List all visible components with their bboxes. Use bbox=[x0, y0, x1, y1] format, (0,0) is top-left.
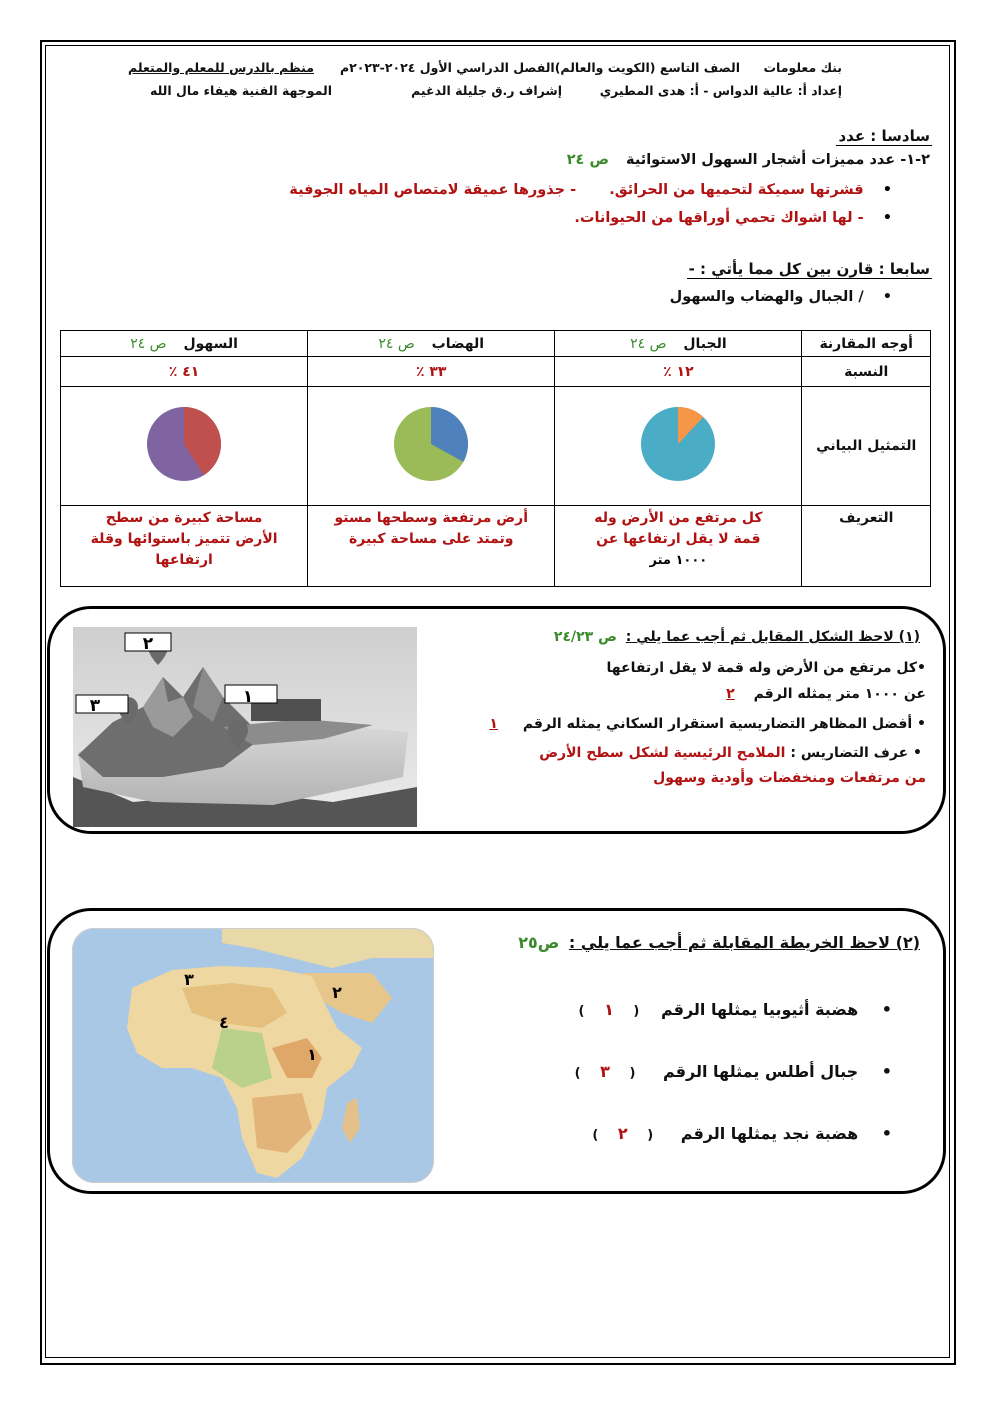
section6-title: سادسا : عدد bbox=[838, 127, 930, 145]
pie-cell-plateaus bbox=[308, 387, 555, 506]
header-left-title: منظم بالدرس للمعلم والمتعلم bbox=[128, 60, 314, 75]
panel1-q2-answer: ١ bbox=[489, 716, 498, 732]
panel1-title: (١) لاحظ الشكل المقابل ثم أجب عما يلي : ص ٢٤/٢٣ bbox=[553, 629, 920, 645]
map-label-3: ٣ bbox=[184, 970, 194, 989]
panel1-q1-answer: ٢ bbox=[726, 686, 735, 702]
ratio-mountains: ١٢ ٪ bbox=[555, 357, 802, 387]
row-label-ratio: النسبة bbox=[802, 357, 931, 387]
pie-chart-plains bbox=[144, 404, 224, 484]
section7-subtitle-row: • / الجبال والهضاب والسهول bbox=[669, 289, 892, 305]
section7-title: سابعا : قارن بين كل مما يأتي : - bbox=[688, 260, 930, 278]
row-label-definition: التعريف bbox=[802, 506, 931, 587]
pie-chart-plateaus bbox=[391, 404, 471, 484]
col-header-plains: السهول ص ٢٤ bbox=[61, 331, 308, 357]
image-label-1: ١ bbox=[242, 687, 254, 707]
section6-page-ref: ص ٢٤ bbox=[566, 152, 609, 168]
definition-plains: مساحة كبيرة من سطح الأرض تتميز باستوائها وقلة ارتفاعها bbox=[61, 506, 308, 587]
header-supervisor-art: الموجهة الفنية هيفاء مال الله bbox=[150, 83, 332, 98]
panel1-q1: •كل مرتفع من الأرض وله قمة لا يقل ارتفاعها bbox=[606, 660, 926, 676]
section6-answer-row2: • - لها اشواك تحمي أوراقها من الحيوانات. bbox=[574, 210, 892, 226]
section6-question-text: ٢-١- عدد مميزات أشجار السهول الاستوائية bbox=[626, 152, 930, 168]
section6-question bbox=[567, 152, 930, 168]
section6-answer-row1: • قشرتها سميكة لتحميها من الحرائق. - جذورها عميقة لامتصاص المياه الجوفية bbox=[289, 182, 892, 198]
pie-cell-mountains bbox=[555, 387, 802, 506]
panel1-q2: • أفضل المظاهر التضاريسية استقرار السكاني يمثله الرقم ١ bbox=[483, 716, 926, 732]
header-supervisor: إشراف ر.ق جليلة الدغيم bbox=[411, 83, 562, 98]
panel2-item-3-answer: ٢ bbox=[617, 1124, 628, 1143]
panel1-q3-answer: الملامح الرئيسية لشكل سطح الأرض bbox=[539, 745, 786, 761]
panel2-title: (٢) لاحظ الخريطة المقابلة ثم أجب عما يلي : ص٢٥ bbox=[518, 933, 920, 952]
section6-answer-3: - لها اشواك تحمي أوراقها من الحيوانات. bbox=[574, 210, 864, 226]
panel2-item-1-answer: ١ bbox=[604, 1000, 614, 1019]
header-prepared-by: إعداد أ: عالية الدواس - أ: هدى المطيري bbox=[599, 83, 842, 98]
image-label-3: ٣ bbox=[89, 696, 101, 716]
header-center-title: الصف التاسع (الكويت والعالم)الفصل الدراسي الأول ٢٠٢٤-٢٠٢٣م bbox=[339, 60, 740, 75]
section6-answer-2: - جذورها عميقة لامتصاص المياه الجوفية bbox=[289, 182, 577, 198]
landscape-image bbox=[73, 627, 417, 827]
panel1-q1-cont: عن ١٠٠٠ متر يمثله الرقم ٢ bbox=[720, 686, 926, 702]
definition-plateaus: أرض مرتفعة وسطحها مستو وتمتد على مساحة كبيرة bbox=[308, 506, 555, 587]
panel2-item-2: • جبال أطلس يمثلها الرقم ( ٣ ) bbox=[574, 1062, 892, 1081]
row-label-aspects: أوجه المقارنة bbox=[802, 331, 931, 357]
africa-map bbox=[72, 928, 434, 1183]
pie-chart-mountains bbox=[638, 404, 718, 484]
panel2-item-1: • هضبة أثيوبيا يمثلها الرقم ( ١ ) bbox=[578, 1000, 892, 1019]
definition-mountains: كل مرتفع من الأرض وله قمة لا يقل ارتفاعها عن ١٠٠٠ متر bbox=[555, 506, 802, 587]
map-label-2: ٢ bbox=[332, 983, 342, 1002]
ratio-plateaus: ٣٣ ٪ bbox=[308, 357, 555, 387]
comparison-table bbox=[60, 330, 931, 587]
image-label-2: ٢ bbox=[142, 634, 154, 654]
ratio-plains: ٤١ ٪ bbox=[61, 357, 308, 387]
section7-subtitle: / الجبال والهضاب والسهول bbox=[669, 289, 864, 305]
map-label-1: ١ bbox=[307, 1045, 317, 1064]
panel1-page-ref: ص ٢٤/٢٣ bbox=[553, 629, 617, 645]
panel2-item-3: • هضبة نجد يمثلها الرقم ( ٢ ) bbox=[592, 1124, 892, 1143]
definition-mountains-extra: ١٠٠٠ متر bbox=[649, 553, 708, 568]
panel2-item-2-answer: ٣ bbox=[600, 1062, 610, 1081]
map-label-4: ٤ bbox=[219, 1013, 229, 1032]
panel2-page-ref: ص٢٥ bbox=[518, 933, 560, 952]
col-header-plateaus: الهضاب ص ٢٤ bbox=[308, 331, 555, 357]
row-label-chart: التمثيل البياني bbox=[802, 387, 931, 506]
pie-cell-plains bbox=[61, 387, 308, 506]
header-right-title: بنك معلومات bbox=[763, 60, 842, 75]
section6-answer-1: قشرتها سميكة لتحميها من الحرائق. bbox=[609, 182, 864, 198]
col-header-mountains: الجبال ص ٢٤ bbox=[555, 331, 802, 357]
panel1-q3: • عرف التضاريس : الملامح الرئيسية لشكل سطح الأرض bbox=[539, 745, 922, 761]
panel1-q3-answer-cont: من مرتفعات ومنخفضات وأودية وسهول bbox=[653, 770, 926, 786]
